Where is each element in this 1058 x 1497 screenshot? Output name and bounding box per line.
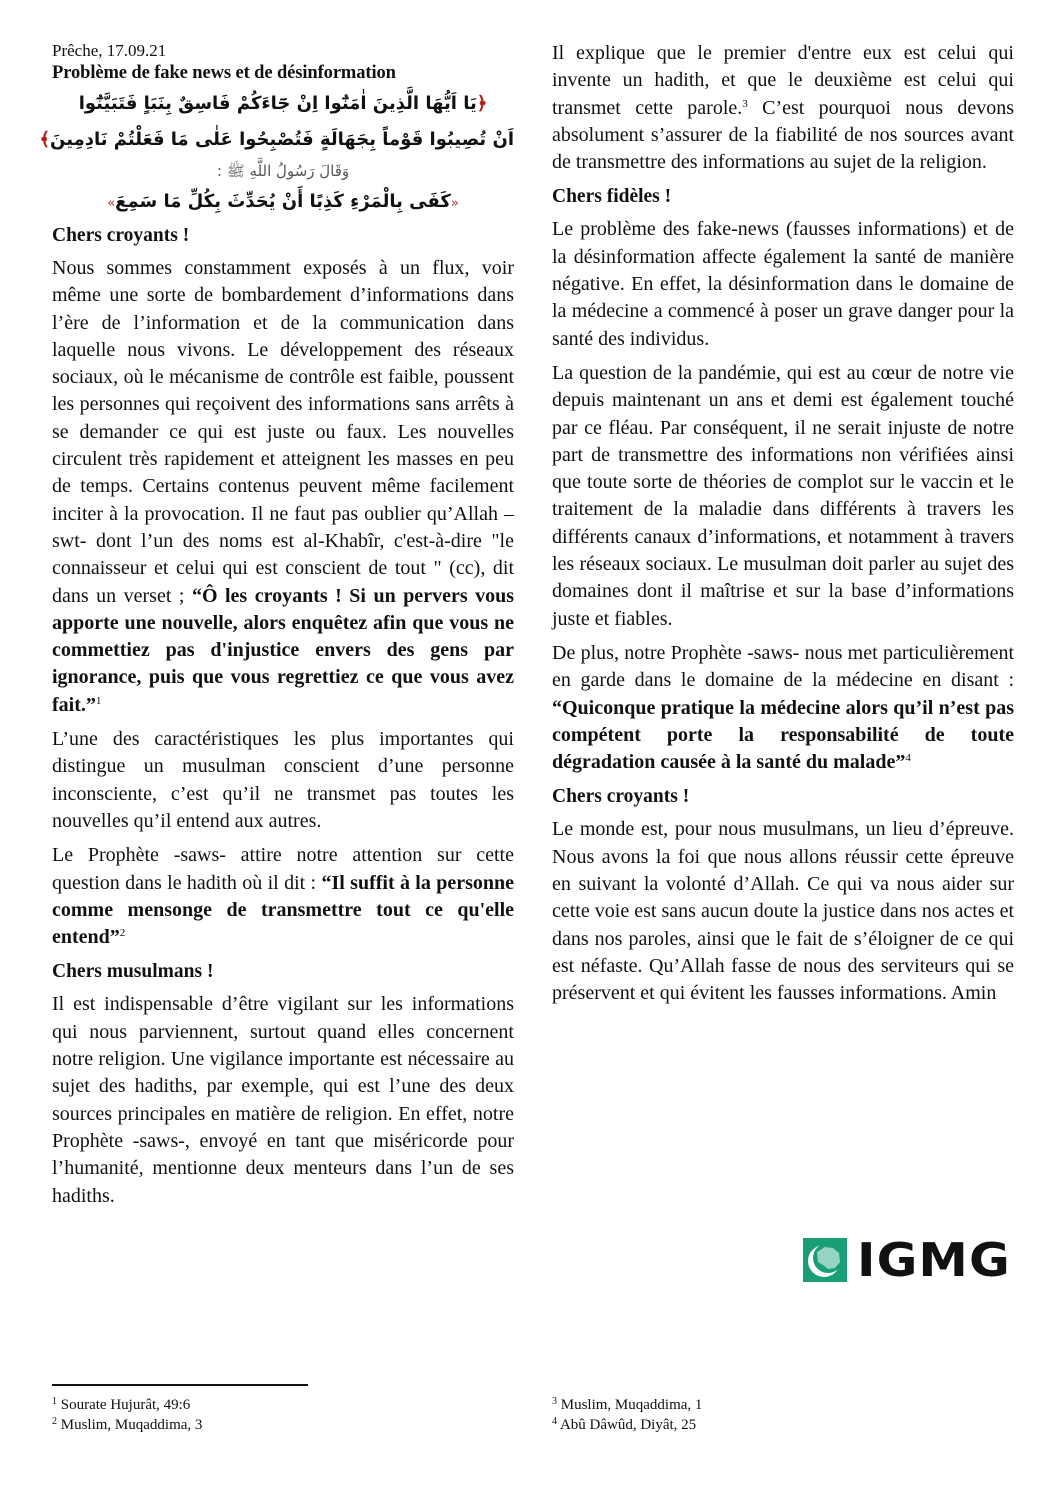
crescent-map-icon xyxy=(803,1238,847,1282)
quote-close-icon: » xyxy=(107,196,116,211)
footnote-number: 1 xyxy=(52,1396,57,1407)
ornament-open-icon: ﴿ xyxy=(476,93,488,114)
arabic-hadith-intro: وَقَالَ رَسُولُ اللَّهِ ﷺ : xyxy=(216,162,350,180)
paragraph-text: Nous sommes constamment exposés à un flux, voir même une sorte de bombardement d’informations dans l’ère de l’information et de la communication dans laquelle nous vivons. Le développement des réseaux sociaux, où le mécanisme de contrôle est faible, poussent les personnes qui reçoivent des informations sans arrêts à se demander ce qui est juste ou faux. Les nouvelles circulent très rapidement et atteignent les masses en peu de temps. Certains contenus peuvent même facilement inciter à la provocation. Il ne faut pas oublier qu’Allah –swt- dont l’un des noms est al-Khabîr, c'est-à-dire "le connaisseur et celui qui est conscient de tout " (cc), dit dans un verset ; xyxy=(52,257,514,607)
paragraph-1 xyxy=(52,255,514,719)
footnote-text: Sourate Hujurât, 49:6 xyxy=(60,1397,191,1413)
logo-text: IGMG xyxy=(857,1233,1011,1287)
left-column xyxy=(39,40,515,1217)
footnote-number: 3 xyxy=(552,1396,557,1407)
quran-quote: “Ô les croyants ! Si un pervers vous apporte une nouvelle, alors enquêtez afin que vous ne commettiez pas d'injustice envers des gens par ignorance, puis que vous regrettiez ce que vous avez fait.” xyxy=(52,584,514,716)
arabic-verse-line-2 xyxy=(39,122,514,158)
paragraph-9: Le monde est, pour nous musulmans, un lieu d’épreuve. Nous avons la foi que nous allons réussir cette épreuve en suivant la volonté d’Allah. Ce qui va nous aider sur cette voie est sans aucun doute la justice dans nos actes et dans nos paroles, ainsi que le fait de s’éloigner de ce qui est néfaste. Qu’Allah fasse de nous des serviteurs qui se préservent et qui évitent les fausses informations. Amin xyxy=(552,818,1014,1005)
footnote-text: Muslim, Muqaddima, 1 xyxy=(560,1397,703,1413)
heading-chers-croyants-2: Chers croyants ! xyxy=(552,786,690,808)
quote-open-icon: « xyxy=(450,196,459,211)
igmg-logo xyxy=(803,1233,1013,1287)
footnote-ref-3[interactable]: 3 xyxy=(742,97,748,110)
right-column xyxy=(552,40,1014,1015)
heading-chers-croyants: Chers croyants ! xyxy=(52,225,190,246)
arabic-verse-text-1: يَا اَيُّهَا الَّذِينَ اٰمَنُٓوا اِنْ جَٓاءَكُمْ فَاسِقٌ بِنَبَاٍ فَتَبَيَّنُٓوا xyxy=(78,93,477,114)
paragraph-5 xyxy=(552,40,1014,176)
footnote-3 xyxy=(552,1395,702,1415)
paragraph-text: De plus, notre Prophète -saws- nous met particulièrement en garde dans le domaine de la médecine en disant : xyxy=(552,641,1014,692)
page-title: Problème de fake news et de désinformation xyxy=(52,63,396,83)
footnote-ref-1[interactable]: 1 xyxy=(95,694,102,707)
heading-chers-fideles: Chers fidèles ! xyxy=(552,186,672,208)
footnote-divider xyxy=(52,1384,308,1386)
paragraph-6: Le problème des fake-news (fausses informations) et de la désinformation affecte également la santé de manière négative. En effet, la désinformation dans le domaine de la médecine a commencé à poser un grave danger pour la santé des individus. xyxy=(552,218,1014,350)
hadith-quote: “Il suffit à la personne comme mensonge de transmettre tout ce qu'elle entend” xyxy=(52,871,515,949)
arabic-verse-text-2: اَنْ تُصِيبُوا قَوْماً بِجَهَالَةٍ فَتُصْبِحُوا عَلٰى مَا فَعَلْتُمْ نَادِمِينَ xyxy=(50,129,514,150)
footnote-4 xyxy=(552,1415,696,1435)
paragraph-2: L’une des caractéristiques les plus importantes qui distingue un musulman conscient d’une personne inconsciente, c’est qu’il ne transmet pas toutes les nouvelles qu’il entend aux autres. xyxy=(52,728,514,832)
paragraph-text: Le Prophète -saws- attire notre attention sur cette question dans le hadith où il dit : xyxy=(52,844,514,894)
arabic-verse-block xyxy=(39,86,514,222)
footnote-number: 2 xyxy=(52,1416,57,1427)
footnote-number: 4 xyxy=(552,1416,557,1427)
footnote-text: Abû Dâwûd, Diyât, 25 xyxy=(559,1417,697,1433)
heading-chers-musulmans: Chers musulmans ! xyxy=(52,961,214,983)
paragraph-8 xyxy=(552,640,1014,776)
paragraph-text: Il explique que le premier d'entre eux est celui qui invente un hadith, et que le deuxième est celui qui transmet cette parole. xyxy=(552,42,1014,119)
hadith-quote: “Quiconque pratique la médecine alors qu’il n’est pas compétent porte la responsabilité de toute dégradation causée à la santé du malade” xyxy=(552,696,1014,774)
paragraph-4: Il est indispensable d’être vigilant sur les informations qui nous parviennent, surtout quand elles concernent notre religion. Une vigilance importante est nécessaire au sujet des hadiths, par exemple, qui est l’une des deux sources principales en matière de religion. En effet, notre Prophète -saws-, envoyé en tant que miséricorde pour l’humanité, mentionne deux menteurs dans l’un de ses hadiths. xyxy=(52,993,514,1207)
footnote-2 xyxy=(52,1415,202,1435)
paragraph-3 xyxy=(52,842,514,951)
ornament-close-icon: ﴾ xyxy=(39,129,51,150)
footnote-ref-2[interactable]: 2 xyxy=(119,927,126,940)
footnote-text: Muslim, Muqaddima, 3 xyxy=(60,1417,203,1433)
arabic-hadith-text: كَفَى بِالْمَرْءِ كَذِبًا أَنْ يُحَدِّثَ بِكُلِّ مَا سَمِعَ xyxy=(115,191,451,212)
arabic-verse-line-1 xyxy=(52,86,514,122)
footnote-ref-4[interactable]: 4 xyxy=(905,752,911,765)
paragraph-7: La question de la pandémie, qui est au cœur de notre vie depuis maintenant un ans et demi est également touché par ce fléau. Par conséquent, il ne serait injuste de notre part de transmettre des informations non vérifiées ainsi que toute sorte de théories de complot sur le vaccin et le traitement de la maladie dans différents à travers les différents canaux d’informations, et notamment à travers les réseaux sociaux. Le musulman doit parler au sujet des domaines dont il maîtrise et sur la base d’informations juste et fiables. xyxy=(552,361,1014,630)
arabic-hadith-line xyxy=(52,184,514,222)
paragraph-text: C’est pourquoi nous devons absolument s’assurer de la fiabilité de nos sources avant de transmettre des informations au sujet de la religion. xyxy=(552,96,1014,174)
footnote-1 xyxy=(52,1395,190,1415)
date-line: Prêche, 17.09.21 xyxy=(52,41,167,60)
